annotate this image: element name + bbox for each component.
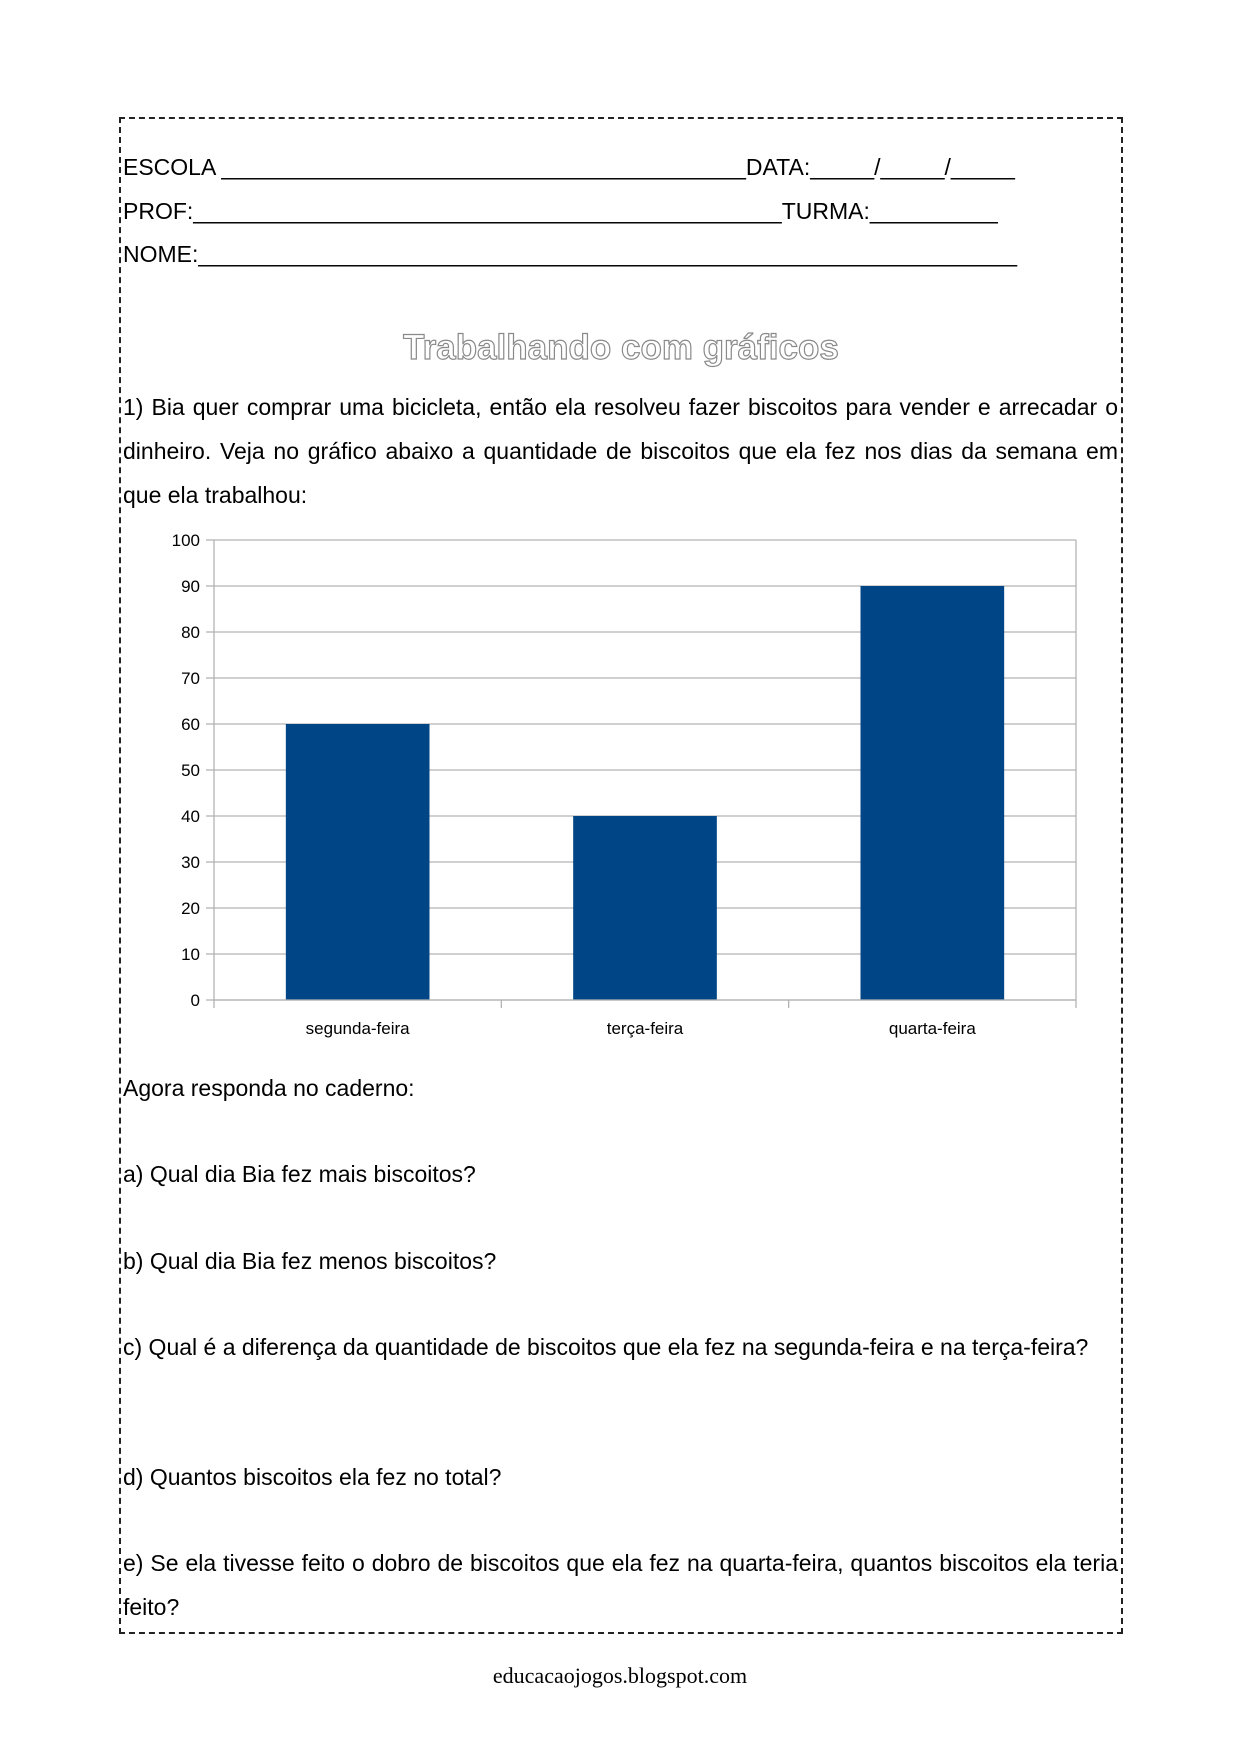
question-d: d) Quantos biscoitos ela fez no total? [123, 1464, 502, 1490]
bar-quarta-feira [861, 586, 1005, 1000]
teacher-class-line: PROF:______________________________________________TURMA:__________ [123, 198, 998, 224]
y-tick-label: 50 [181, 761, 200, 780]
bar-terça-feira [573, 816, 717, 1000]
chart-bars [286, 586, 1004, 1000]
x-tick-label: quarta-feira [888, 1019, 976, 1038]
y-tick-label: 90 [181, 577, 200, 596]
question-c: c) Qual é a diferença da quantidade de biscoitos que ela fez na segunda-feira e na terça-feira? [123, 1334, 1089, 1360]
y-tick-label: 0 [190, 991, 200, 1010]
footer-url: educacaojogos.blogspot.com [492, 1663, 748, 1688]
student-name-line: NOME:________________________________________________________________ [123, 241, 1018, 267]
question-e: e) Se ela tivesse feito o dobro de biscoitos que ela fez na quarta-feira, quantos biscoitos ela teria feito? [123, 1550, 1118, 1620]
y-tick-label: 30 [181, 853, 200, 872]
y-tick-label: 100 [171, 531, 200, 550]
question-a: a) Qual dia Bia fez mais biscoitos? [123, 1161, 476, 1187]
cookies-bar-chart [140, 525, 1080, 1055]
intro-paragraph: 1) Bia quer comprar uma bicicleta, então ela resolveu fazer biscoitos para vender e arrecadar o dinheiro. Veja no gráfico abaixo a quantidade de biscoitos que ela fez nos dias da semana em que ela trabalhou: [123, 394, 1118, 508]
y-tick-label: 10 [181, 945, 200, 964]
y-tick-label: 20 [181, 899, 200, 918]
questions-prompt: Agora responda no caderno: [123, 1075, 415, 1101]
page-title: Trabalhando com gráficos [403, 328, 839, 367]
x-tick-label: segunda-feira [305, 1019, 410, 1038]
question-b: b) Qual dia Bia fez menos biscoitos? [123, 1248, 497, 1274]
y-tick-label: 80 [181, 623, 200, 642]
school-date-line: ESCOLA _________________________________________DATA:_____/_____/_____ [123, 154, 1015, 180]
y-tick-label: 70 [181, 669, 200, 688]
y-tick-label: 40 [181, 807, 200, 826]
bar-segunda-feira [286, 724, 430, 1000]
y-tick-label: 60 [181, 715, 200, 734]
x-tick-label: terça-feira [606, 1019, 684, 1038]
